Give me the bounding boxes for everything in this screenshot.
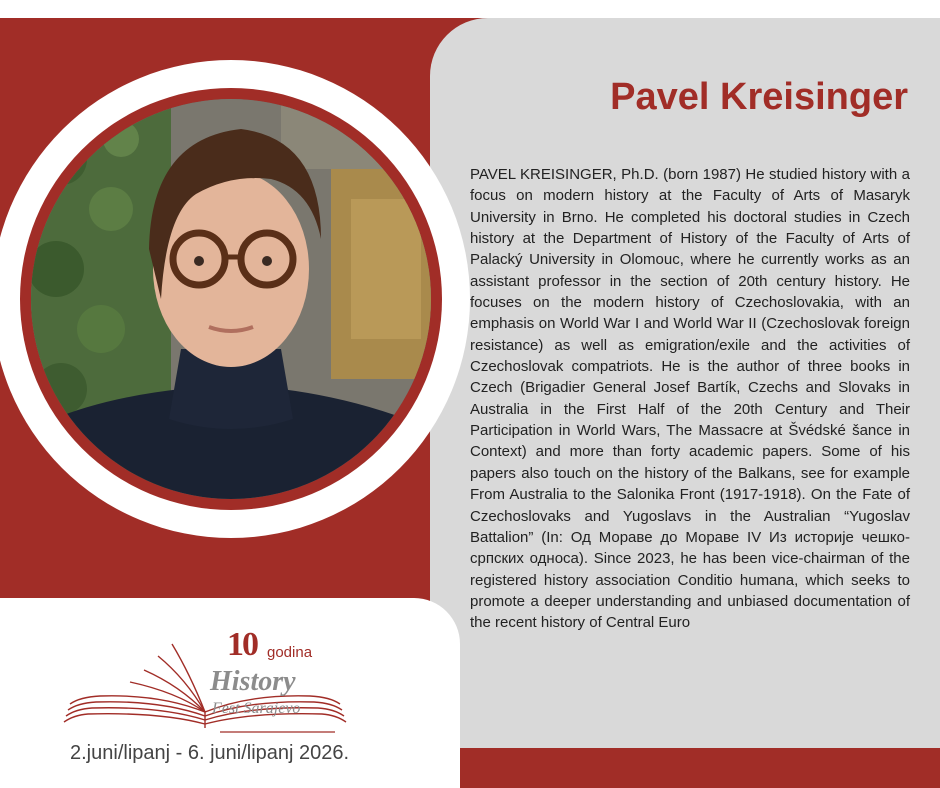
top-white-band bbox=[0, 0, 940, 18]
bottom-red-bar bbox=[460, 748, 940, 788]
logo-title: History bbox=[210, 666, 296, 697]
speaker-name: Pavel Kreisinger bbox=[610, 76, 908, 118]
logo-godina: godina bbox=[267, 644, 313, 661]
speaker-bio: PAVEL KREISINGER, Ph.D. (born 1987) He studied history with a focus on modern history at the Faculty of Arts of Masaryk University in Brno. He completed his doctoral studies in Czech history at the Department of History of the Faculty of Arts of Palacký University in Olomouc, where he currently works as an assistant professor in the section of 20th century history. He focuses on the modern history of Czechoslovakia, with an emphasis on World War I and World War II (Czechoslovak foreign resistance) as well as emigration/exile and the activities of Czechoslovak compatriots. He is the author of three books in Czech (Brigadier General Josef Bartík, Czechs and Slovaks in Australia in the First Half of the 20th Century and Their Participation in World Wars, The Massacre at Švédské šance in Context) and more than forty academic papers. Some of his papers also touch on the history of the Balkans, see for example From Australia to the Salonika Front (1917-1918). On the Fate of Czechoslovaks and Yugoslavs in the Australian “Yugoslav Battalion” (In: Од Мораве до Мораве IV Из историје чешко-српских односа). Since 2023, he has been vice-chairman of the registered history association Conditio humana, which seeks to promote a deeper understanding and unbiased documentation of the recent history of Central Euro bbox=[470, 166, 910, 632]
speaker-photo bbox=[31, 99, 431, 499]
history-fest-logo bbox=[60, 624, 350, 744]
event-dates: 2.juni/lipanj - 6. juni/lipanj 2026. bbox=[70, 742, 350, 764]
open-book-icon bbox=[60, 624, 350, 744]
logo-number: 10 bbox=[227, 626, 257, 663]
logo-subtitle: Fest Sarajevo bbox=[212, 700, 301, 717]
